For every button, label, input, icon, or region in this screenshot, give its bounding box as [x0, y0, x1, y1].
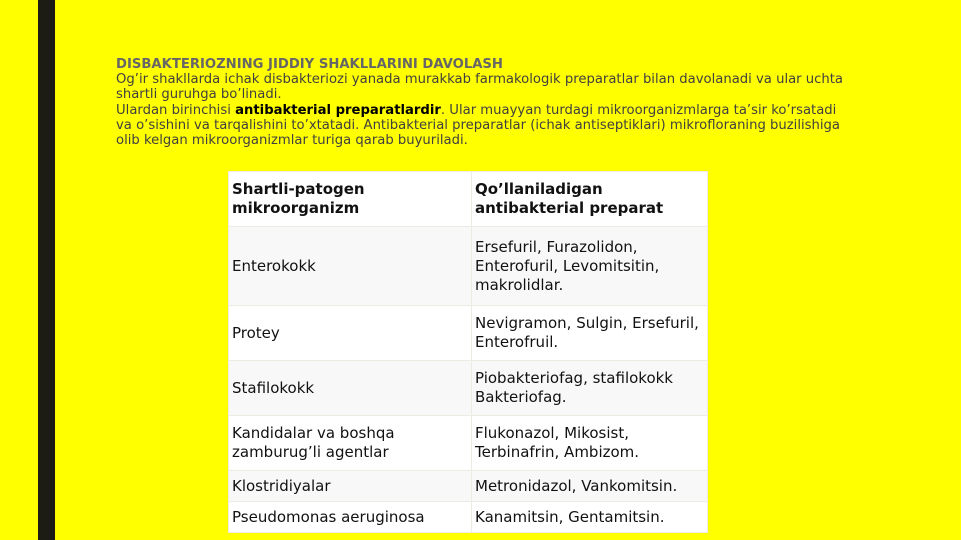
paragraph-2-text: Ulardan birinchisi [116, 102, 236, 118]
table-row [229, 471, 708, 502]
text-block [116, 57, 856, 148]
cell-microorganism: Enterokokk [229, 227, 472, 306]
table-row [229, 227, 708, 306]
table-header-row [229, 172, 708, 227]
cell-preparat: Metronidazol, Vankomitsin. [472, 471, 708, 502]
cell-microorganism: Stafilokokk [229, 361, 472, 416]
cell-preparat: Kanamitsin, Gentamitsin. [472, 502, 708, 533]
header-preparat: Qo’llaniladigan antibakterial preparat [472, 172, 708, 227]
table-row [229, 502, 708, 533]
treatment-table [228, 171, 708, 533]
paragraph-1: Og’ir shakllarda ichak disbakteriozi yanada murakkab farmakologik preparatlar bilan davolanadi va ular uchta shartli guruhga bo’linadi. [116, 72, 844, 103]
cell-microorganism: Kandidalar va boshqa zamburug’li agentlar [229, 416, 472, 471]
cell-microorganism: Klostridiyalar [229, 471, 472, 502]
cell-preparat: Piobakteriofag, stafilokokk Bakteriofag. [472, 361, 708, 416]
cell-preparat: Ersefuril, Furazolidon, Enterofuril, Levomitsitin, makrolidlar. [472, 227, 708, 306]
table-row [229, 306, 708, 361]
side-accent-bar [38, 0, 55, 540]
paragraph-2 [116, 103, 856, 149]
cell-preparat: Flukonazol, Mikosist, Terbinafrin, Ambizom. [472, 416, 708, 471]
table-row [229, 416, 708, 471]
cell-microorganism: Pseudomonas aeruginosa [229, 502, 472, 533]
paragraph-2-bold: antibakterial preparatlardir [235, 102, 441, 118]
header-microorganism: Shartli-patogen mikroorganizm [229, 172, 472, 227]
paragraph-2-text-end: . Ular muayyan turdagi mikroorganizmlarga ta’sir ko’rsatadi va o’sishini va tarqalishini to’xtatadi. Antibakterial preparatlar (ichak antiseptiklari) mikrofloraning buzilishiga olib kelgan mikroorganizmlar turiga qarab buyuriladi. [116, 102, 841, 149]
slide-title: DISBAKTERIOZNING JIDDIY SHAKLLARINI DAVOLASH [116, 57, 503, 72]
table-row [229, 361, 708, 416]
cell-preparat: Nevigramon, Sulgin, Ersefuril, Enterofruil. [472, 306, 708, 361]
cell-microorganism: Protey [229, 306, 472, 361]
